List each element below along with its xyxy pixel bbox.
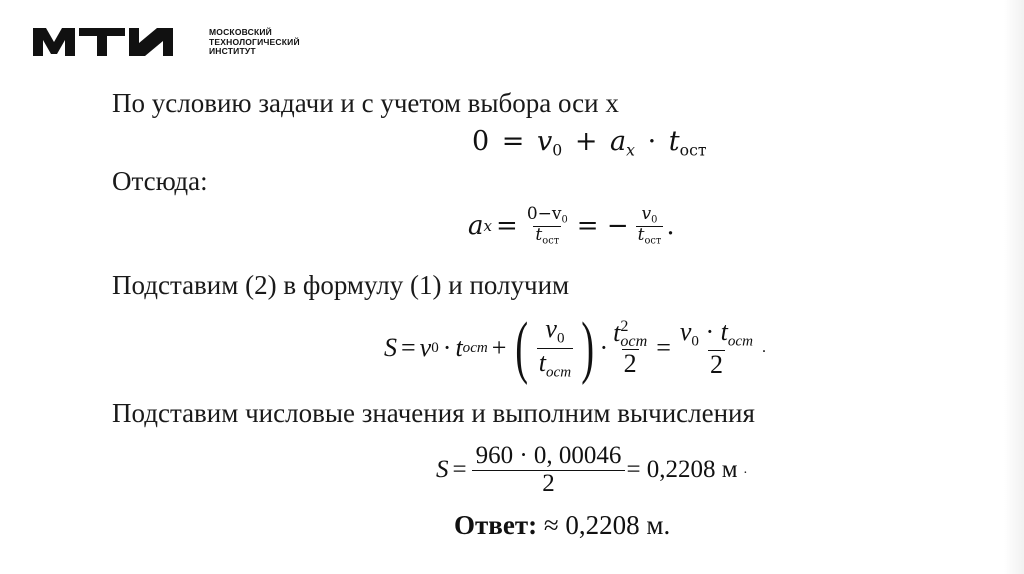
eq2-fraction-1 [525, 203, 570, 247]
equation-2 [468, 196, 675, 256]
equation-3 [384, 305, 766, 391]
eq3-t-sub: ocm [462, 339, 488, 356]
eq3-dot: · [442, 333, 452, 362]
eq4-numerator: 960 · 0, 00046 [475, 442, 622, 470]
eq4-fraction [474, 443, 624, 497]
eq4-result: = 0,2208 м [626, 456, 738, 483]
eq2-a: a [468, 211, 484, 241]
eq3-frac1-den-sub: ocm [546, 363, 572, 380]
eq3-frac1-num-sub: 0 [556, 330, 565, 347]
eq2-frac2-den: t [637, 224, 645, 245]
eq3-equals: = [401, 333, 416, 362]
eq1-v: v [537, 126, 553, 157]
eq2-frac1-den-sub: ост [542, 234, 560, 246]
text-line-1: По условию задачи и с учетом выбора оси x [112, 88, 619, 118]
eq3-left-paren: ( [515, 309, 529, 386]
eq4-equals: = [452, 456, 467, 483]
text-line-2: Отсюда: [112, 166, 208, 196]
eq3-fraction-1 [537, 315, 573, 380]
eq3-S: S [384, 333, 397, 362]
eq3-v-sub: 0 [431, 339, 439, 356]
eq2-a-sub: x [483, 217, 493, 235]
institute-name-line: ТЕХНОЛОГИЧЕСКИЙ [209, 36, 300, 47]
eq3-frac1-num: v [545, 314, 557, 344]
eq1-zero: 0 [472, 126, 490, 157]
eq2-period: . [666, 211, 675, 241]
eq3-frac3-v: v [679, 316, 692, 346]
eq3-fraction-3 [678, 318, 755, 378]
eq4-period: . [743, 462, 748, 477]
equation-4 [436, 434, 747, 506]
eq3-frac2-den: 2 [623, 349, 637, 379]
eq2-equals-minus: = − [576, 211, 629, 241]
eq3-t: t [455, 333, 463, 362]
eq3-frac3-t: t [720, 316, 728, 346]
eq2-frac1-num-sub: 0 [561, 214, 568, 226]
answer-label: Ответ: [454, 510, 538, 540]
eq1-equals: = [501, 126, 525, 157]
eq1-plus: + [574, 126, 598, 157]
eq3-v: v [419, 333, 432, 362]
institute-name-line: МОСКОВСКИЙ [209, 27, 272, 37]
eq1-v-sub: 0 [552, 140, 563, 160]
eq3-dot-2: · [599, 333, 609, 362]
eq3-period: . [762, 339, 766, 356]
eq4-S: S [436, 456, 449, 483]
eq2-frac1-den: t [535, 224, 543, 245]
eq2-frac1-num: 0−v [526, 203, 562, 224]
institute-name [209, 28, 359, 57]
eq3-frac3-dot: · [698, 316, 721, 346]
eq2-fraction-2 [636, 203, 664, 247]
eq1-t: t [668, 126, 680, 157]
eq1-a: a [610, 126, 627, 157]
eq3-equals-2: = [656, 333, 671, 362]
eq1-a-sub: x [626, 140, 635, 160]
text-line-4: Подставим числовые значения и выполним вычисления [112, 398, 755, 428]
eq2-frac2-den-sub: ост [644, 234, 662, 246]
institute-name-line: ИНСТИТУТ [209, 46, 256, 56]
eq3-frac2-t: t [613, 317, 621, 347]
eq3-frac1-den: t [538, 347, 547, 377]
eq3-frac2-t-sup: 2 [620, 318, 629, 336]
answer-value: ≈ 0,2208 м. [543, 510, 671, 540]
mti-logo-mark-icon [33, 28, 173, 56]
eq3-frac3-v-sub: 0 [691, 333, 699, 350]
eq2-frac2-num: v [641, 203, 652, 224]
eq3-frac3-den: 2 [709, 349, 723, 379]
eq3-frac3-t-sub: ocm [727, 333, 753, 350]
eq1-t-sub: ост [679, 140, 707, 160]
eq4-denominator: 2 [472, 470, 626, 497]
eq3-fraction-2 [611, 319, 649, 378]
eq3-frac2-t-sub: ocm [620, 332, 648, 350]
slide-edge-shadow [1004, 0, 1024, 574]
answer-line [454, 510, 670, 541]
eq1-dot: · [647, 126, 657, 157]
equation-1 [472, 126, 707, 159]
eq3-right-paren: ) [581, 309, 595, 386]
text-line-3: Подставим (2) в формулу (1) и получим [112, 270, 570, 300]
eq3-plus: + [491, 333, 507, 362]
institute-logo [33, 24, 300, 60]
eq2-frac2-num-sub: 0 [651, 214, 658, 226]
eq2-equals: = [496, 211, 518, 241]
